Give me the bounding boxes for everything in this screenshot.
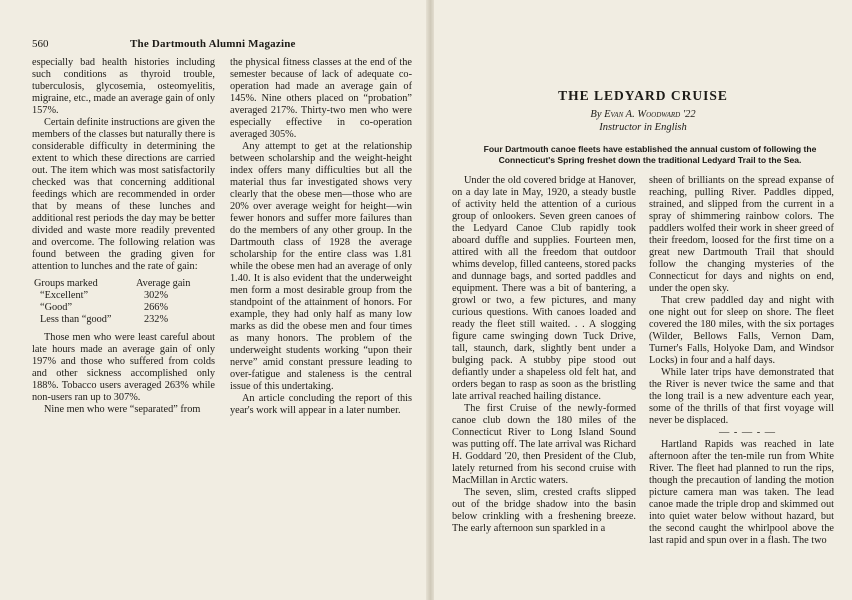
table-row bbox=[34, 290, 204, 302]
paragraph: That crew paddled day and night with one night out for sleep on shore. The fleet covered the 180 miles, with the six portages (Wilder, Bellows Falls, Vernon Dam, Turner's Falls, Holyoke Dam, and Windsor Locks) in four and a half days. bbox=[649, 295, 834, 366]
gain-table bbox=[34, 278, 204, 326]
table-cell-group: Less than “good” bbox=[40, 314, 112, 325]
table-cell-group: “Excellent” bbox=[40, 290, 89, 301]
section-separator: — - — - — bbox=[718, 427, 777, 438]
paragraph: Nine men who were “separated” from bbox=[44, 404, 201, 415]
table-cell-value: 302% bbox=[144, 290, 169, 301]
paragraph: Hartland Rapids was reached in late afternoon after the ten-mile run from White River. The fleet had planned to run the rips, though the precaution of landing the motion picture camera man was taken. The lead canoe made the triple drop and skimmed out into quiet water below without hazard, but the second caught the whirlpool above the last rapid and spun over in a flash. The two bbox=[649, 439, 834, 546]
byline bbox=[434, 109, 852, 120]
paragraph: An article concluding the report of this year's work will appear in a later number. bbox=[230, 393, 412, 416]
table-row bbox=[34, 314, 204, 326]
right-column-1 bbox=[452, 175, 636, 595]
left-column-1 bbox=[32, 57, 215, 437]
table-cell-value: 266% bbox=[144, 302, 169, 313]
table-header-group: Groups marked bbox=[34, 278, 98, 289]
magazine-title: The Dartmouth Alumni Magazine bbox=[130, 38, 296, 50]
left-column-2 bbox=[230, 57, 412, 437]
paragraph: especially bad health histories including such conditions as thyroid trouble, tuberculosis, glycosemia, osteomyelitis, migraine, etc., made an average gain of only 157%. bbox=[32, 57, 215, 116]
paragraph: Those men who were least careful about late hours made an average gain of only 197% and those who suffered from colds and other sickness accomplished only 188%. Tobacco users averaged 263% while non-users ran up to 307%. bbox=[32, 332, 215, 403]
author-name: Evan A. Woodward '22 bbox=[604, 109, 696, 120]
table-header-row bbox=[34, 278, 204, 290]
table-cell-value: 232% bbox=[144, 314, 169, 325]
paragraph: Certain definite instructions are given the members of the classes but naturally there is considerable difficulty in determining the extent to which these directions are carried out. The item which was most satisfactorily checked was that concerning additional feedings which are recommended in order that by means of these lunches and additional rest periods the day may be better divided and waste more readily prevented and overcome. The following relation was found between the grading given for attention to lunches and the rate of gain: bbox=[32, 117, 215, 272]
paragraph: The seven, slim, crested crafts slipped out of the bridge shadow into the basin below crinkling with a freshening breeze. The early afternoon sun sparkled in a bbox=[452, 487, 636, 534]
right-column-2 bbox=[649, 175, 834, 595]
table-cell-group: “Good” bbox=[40, 302, 73, 313]
paragraph: The first Cruise of the newly-formed canoe club down the 180 miles of the Connecticut River to Long Island Sound was putting off. The late arrival was Richard H. Goddard '20, then President of the Club, lately returned from his second cruise with MacMillan in Arctic waters. bbox=[452, 403, 636, 486]
paragraph: sheen of brilliants on the spread expanse of reaching, pulling River. Paddles dipped, strained, and slipped from the current in a spray of shimmering rainbow colors. The paddlers wolfed their work in sheer greed of their freedom, loosed for the first time on a great new Dartmouth Trail that should follow the changing mysteries of the Connecticut for days and nights on end, under the open sky. bbox=[649, 175, 834, 294]
table-header-value: Average gain bbox=[136, 278, 191, 289]
byline-prefix: By bbox=[590, 109, 602, 120]
paragraph: Under the old covered bridge at Hanover, on a day late in May, 1920, a steady bustle of activity held the attention of a curious group of onlookers. Seven green canoes of the Ledyard Canoe Club rapidly took aboard duffle and supplies. Fourteen men, attired with all the freedom that outdoor whims develop, filled canteens, stored packs and dunnage bags, and sorted paddles and equipment. There was a bit of bantering, a growl or two, a few pictures, and many curious questions. With canoes loaded and ready the fleet still waited. . . A slogging figure came swinging down Tuck Drive, tall, staunch, dark, slightly bent under a bulging pack. A stubby pipe stood out defiantly under a shapeless old felt hat, and orders began to rasp as soon as the bristling late arrival reached hailing distance. bbox=[452, 175, 636, 402]
page-number: 560 bbox=[32, 38, 49, 50]
article-title: THE LEDYARD CRUISE bbox=[558, 88, 728, 103]
table-row bbox=[34, 302, 204, 314]
author-role: Instructor in English bbox=[599, 122, 687, 133]
article-abstract: Four Dartmouth canoe fleets have established the annual custom of following the Connecticut's Spring freshet down the traditional Ledyard Trail to the Sea. bbox=[483, 144, 817, 165]
paragraph: While later trips have demonstrated that the River is never twice the same and that the long trail is a new adventure each year, some of the thrills of that first voyage will never be displaced. bbox=[649, 367, 834, 426]
paragraph: the physical fitness classes at the end of the semester because of lack of adequate co-operation had made an average gain of 145%. Nine others placed on “probation” averaged 217%. Thirty-two men who were especially effective in co-operation averaged 305%. bbox=[230, 57, 412, 140]
paragraph: Any attempt to get at the relationship between scholarship and the weight-height index offers many difficulties but all the material thus far investigated shows very clearly that the obese men—those who are 20% over average weight for height—win fewer honors and suffer more failures than do the members of any other group. In the Dartmouth class of 1928 the average scholarship for the entire class was 1.81 while the obese men had an average of only 1.40. It is also evident that the underweight men form a most desirable group from the standpoint of the attainment of honors. For example, they had only half as many low marks as did the obese men and four times as many honors. The problem of the underweight students working “upon their nerve” amid constant pressure leading to over-fatigue and staleness is the central issue of this undertaking. bbox=[230, 141, 412, 392]
